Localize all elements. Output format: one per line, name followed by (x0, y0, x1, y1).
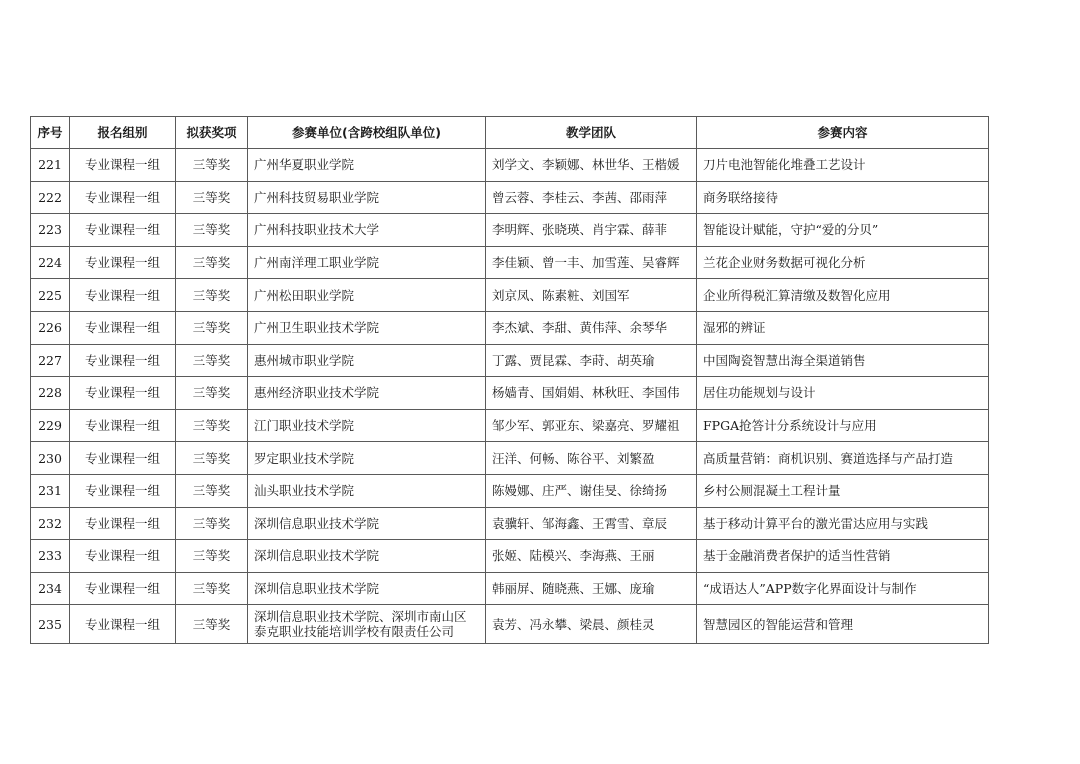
cell-group: 专业课程一组 (70, 540, 176, 573)
table-row (31, 409, 989, 442)
cell-content: FPGA抢答计分系统设计与应用 (697, 409, 989, 442)
cell-unit (248, 605, 486, 644)
cell-award: 三等奖 (176, 311, 248, 344)
cell-award: 三等奖 (176, 181, 248, 214)
cell-unit: 广州卫生职业技术学院 (248, 311, 486, 344)
cell-no: 226 (31, 311, 70, 344)
table-row (31, 149, 989, 182)
cell-group: 专业课程一组 (70, 605, 176, 644)
header-unit: 参赛单位(含跨校组队单位) (248, 117, 486, 149)
cell-award: 三等奖 (176, 279, 248, 312)
cell-content: 智能设计赋能，守护“爱的分贝” (697, 214, 989, 247)
cell-group: 专业课程一组 (70, 344, 176, 377)
cell-award: 三等奖 (176, 442, 248, 475)
table-row (31, 540, 989, 573)
cell-group: 专业课程一组 (70, 474, 176, 507)
cell-no: 232 (31, 507, 70, 540)
cell-no: 227 (31, 344, 70, 377)
cell-team: 李杰斌、李甜、黄伟萍、余琴华 (486, 311, 697, 344)
cell-group: 专业课程一组 (70, 507, 176, 540)
cell-group: 专业课程一组 (70, 572, 176, 605)
cell-team: 邹少军、郭亚东、梁嘉亮、罗耀祖 (486, 409, 697, 442)
cell-no: 229 (31, 409, 70, 442)
cell-group: 专业课程一组 (70, 409, 176, 442)
cell-team: 丁露、贾昆霖、李莳、胡英瑜 (486, 344, 697, 377)
cell-content: 刀片电池智能化堆叠工艺设计 (697, 149, 989, 182)
cell-team: 袁芳、冯永攀、梁晨、颜桂灵 (486, 605, 697, 644)
table-row (31, 311, 989, 344)
cell-no: 230 (31, 442, 70, 475)
cell-unit: 广州科技贸易职业学院 (248, 181, 486, 214)
cell-unit: 深圳信息职业技术学院 (248, 540, 486, 573)
cell-content: 乡村公厕混凝土工程计量 (697, 474, 989, 507)
cell-team: 汪洋、何畅、陈谷平、刘繁盈 (486, 442, 697, 475)
cell-group: 专业课程一组 (70, 311, 176, 344)
table-row (31, 474, 989, 507)
cell-team: 李明辉、张晓瑛、肖宇霖、薛菲 (486, 214, 697, 247)
header-team: 教学团队 (486, 117, 697, 149)
cell-award: 三等奖 (176, 474, 248, 507)
cell-content: 企业所得税汇算清缴及数智化应用 (697, 279, 989, 312)
cell-unit: 广州松田职业学院 (248, 279, 486, 312)
cell-content: 湿邪的辨证 (697, 311, 989, 344)
cell-no: 223 (31, 214, 70, 247)
cell-award: 三等奖 (176, 344, 248, 377)
cell-content: 中国陶瓷智慧出海全渠道销售 (697, 344, 989, 377)
cell-unit: 广州科技职业技术大学 (248, 214, 486, 247)
header-award: 拟获奖项 (176, 117, 248, 149)
cell-award: 三等奖 (176, 246, 248, 279)
cell-group: 专业课程一组 (70, 246, 176, 279)
cell-group: 专业课程一组 (70, 181, 176, 214)
cell-team: 杨嫱青、国娟娟、林秋旺、李国伟 (486, 377, 697, 410)
cell-content: 基于移动计算平台的激光雷达应用与实践 (697, 507, 989, 540)
cell-award: 三等奖 (176, 409, 248, 442)
cell-unit: 深圳信息职业技术学院 (248, 572, 486, 605)
cell-unit: 惠州城市职业学院 (248, 344, 486, 377)
cell-content: “成语达人”APP数字化界面设计与制作 (697, 572, 989, 605)
cell-unit: 惠州经济职业技术学院 (248, 377, 486, 410)
cell-content: 商务联络接待 (697, 181, 989, 214)
cell-group: 专业课程一组 (70, 214, 176, 247)
cell-award: 三等奖 (176, 149, 248, 182)
cell-award: 三等奖 (176, 377, 248, 410)
cell-award: 三等奖 (176, 540, 248, 573)
cell-unit-line: 深圳信息职业技术学院、深圳市南山区 (254, 609, 467, 625)
cell-no: 224 (31, 246, 70, 279)
cell-team: 李佳颖、曾一丰、加雪莲、吴睿辉 (486, 246, 697, 279)
table-row (31, 605, 989, 644)
cell-no: 222 (31, 181, 70, 214)
cell-content: 基于金融消费者保护的适当性营销 (697, 540, 989, 573)
cell-group: 专业课程一组 (70, 149, 176, 182)
cell-group: 专业课程一组 (70, 279, 176, 312)
cell-content: 高质量营销：商机识别、赛道选择与产品打造 (697, 442, 989, 475)
table-row (31, 377, 989, 410)
table-header-row (31, 117, 989, 149)
cell-unit: 江门职业技术学院 (248, 409, 486, 442)
cell-team: 陈嫚娜、庄严、谢佳旻、徐绮扬 (486, 474, 697, 507)
cell-unit: 广州华夏职业学院 (248, 149, 486, 182)
cell-content: 居住功能规划与设计 (697, 377, 989, 410)
award-list-sheet (30, 116, 988, 644)
cell-unit: 罗定职业技术学院 (248, 442, 486, 475)
award-table (30, 116, 989, 644)
cell-no: 233 (31, 540, 70, 573)
cell-no: 235 (31, 605, 70, 644)
cell-no: 225 (31, 279, 70, 312)
cell-team: 韩丽屏、随晓燕、王娜、庞瑜 (486, 572, 697, 605)
cell-unit-line: 泰克职业技能培训学校有限责任公司 (254, 624, 455, 640)
table-row (31, 507, 989, 540)
cell-award: 三等奖 (176, 214, 248, 247)
cell-unit: 汕头职业技术学院 (248, 474, 486, 507)
cell-group: 专业课程一组 (70, 442, 176, 475)
cell-team: 曾云蓉、李桂云、李茜、邵雨萍 (486, 181, 697, 214)
header-no: 序号 (31, 117, 70, 149)
cell-team: 张姬、陆模兴、李海燕、王丽 (486, 540, 697, 573)
table-row (31, 181, 989, 214)
header-content: 参赛内容 (697, 117, 989, 149)
table-row (31, 246, 989, 279)
cell-no: 228 (31, 377, 70, 410)
table-body (31, 149, 989, 644)
cell-award: 三等奖 (176, 572, 248, 605)
header-group: 报名组别 (70, 117, 176, 149)
cell-group: 专业课程一组 (70, 377, 176, 410)
cell-award: 三等奖 (176, 507, 248, 540)
cell-team: 刘京凤、陈素粧、刘国军 (486, 279, 697, 312)
cell-team: 刘学文、李颖娜、林世华、王楷媛 (486, 149, 697, 182)
cell-content: 智慧园区的智能运营和管理 (697, 605, 989, 644)
table-row (31, 214, 989, 247)
cell-unit: 深圳信息职业技术学院 (248, 507, 486, 540)
cell-team: 袁骥轩、邹海鑫、王霄雪、章辰 (486, 507, 697, 540)
table-row (31, 279, 989, 312)
cell-no: 221 (31, 149, 70, 182)
cell-award: 三等奖 (176, 605, 248, 644)
table-row (31, 572, 989, 605)
cell-unit: 广州南洋理工职业学院 (248, 246, 486, 279)
table-row (31, 442, 989, 475)
cell-content: 兰花企业财务数据可视化分析 (697, 246, 989, 279)
table-row (31, 344, 989, 377)
cell-no: 231 (31, 474, 70, 507)
cell-no: 234 (31, 572, 70, 605)
